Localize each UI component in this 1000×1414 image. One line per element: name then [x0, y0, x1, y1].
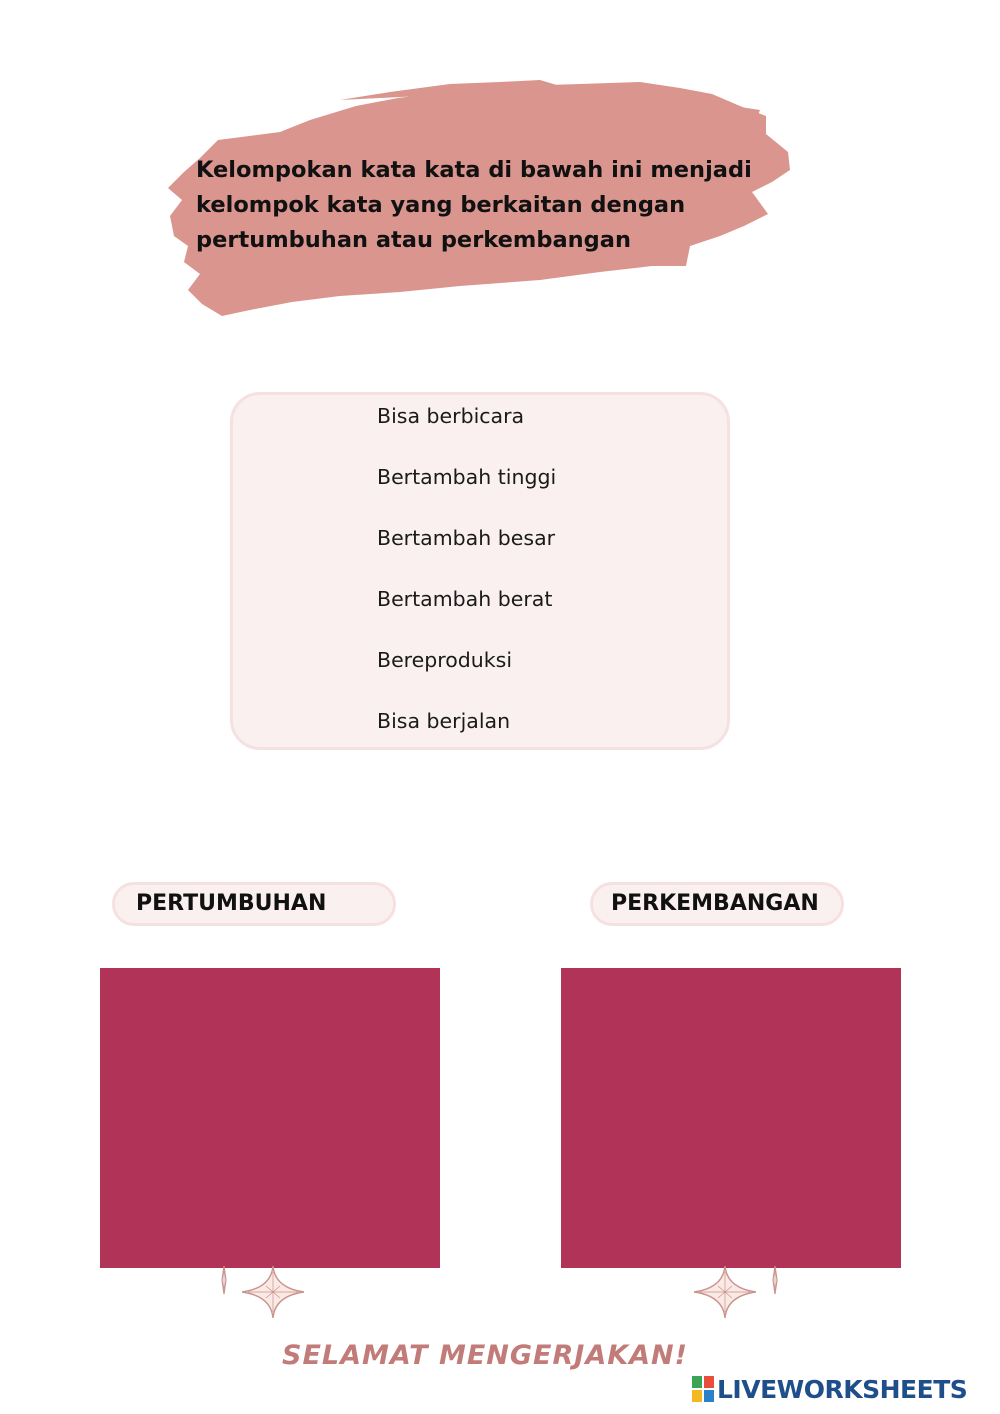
word-item-bereproduksi[interactable]: Bereproduksi: [377, 648, 513, 672]
category-label-perkembangan-text: PERKEMBANGAN: [611, 891, 819, 916]
instruction-line-1: Kelompokan kata kata di bawah ini menjadi: [196, 157, 752, 183]
liveworksheets-logo-icon: [692, 1376, 714, 1402]
word-item-bisa-berbicara[interactable]: Bisa berbicara: [377, 404, 525, 428]
category-label-perkembangan: [590, 882, 844, 926]
word-item-bertambah-besar[interactable]: Bertambah besar: [377, 526, 556, 550]
word-bank-panel: [230, 392, 730, 750]
sparkle-icon: [694, 1266, 756, 1318]
instruction-line-2: kelompok kata yang berkaitan dengan: [196, 192, 686, 218]
word-item-bertambah-berat[interactable]: Bertambah berat: [377, 587, 553, 611]
instruction-line-3: pertumbuhan atau perkembangan: [196, 227, 631, 253]
word-item-bertambah-tinggi[interactable]: Bertambah tinggi: [377, 465, 557, 489]
sparkle-icon: [765, 1266, 785, 1296]
liveworksheets-logo-text: LIVEWORKSHEETS: [717, 1374, 968, 1404]
category-label-pertumbuhan-text: PERTUMBUHAN: [136, 891, 327, 916]
sparkle-icon: [242, 1266, 304, 1318]
liveworksheets-logo: [692, 1372, 967, 1406]
instruction-text: [196, 153, 776, 258]
word-item-bisa-berjalan[interactable]: Bisa berjalan: [377, 709, 511, 733]
drop-zone-perkembangan[interactable]: [561, 968, 901, 1268]
sparkle-icon: [214, 1266, 234, 1296]
closing-message: SELAMAT MENGERJAKAN!: [282, 1340, 688, 1371]
drop-zone-pertumbuhan[interactable]: [100, 968, 440, 1268]
category-label-pertumbuhan: [112, 882, 396, 926]
